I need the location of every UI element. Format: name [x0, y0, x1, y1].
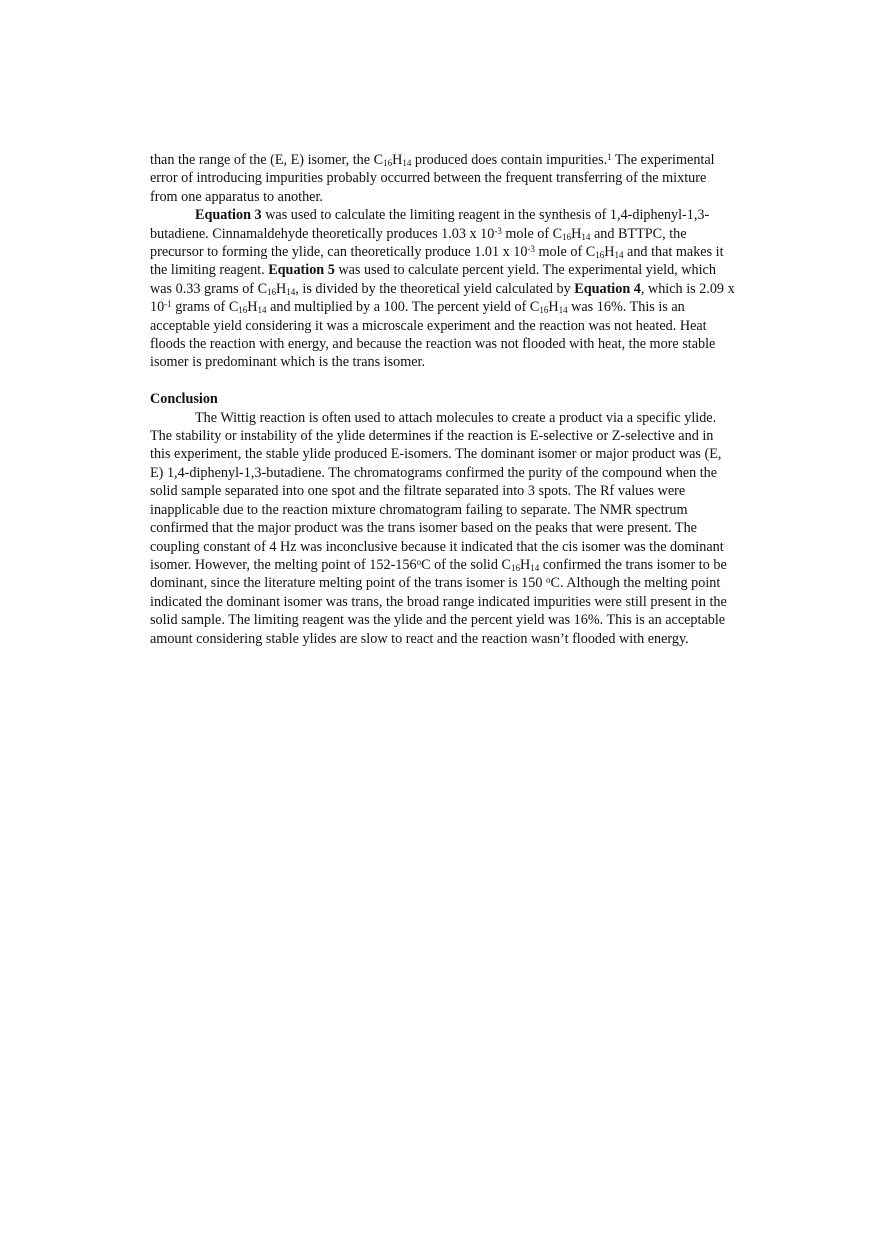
text-run: and multiplied by a 100. The percent yield of C	[266, 299, 540, 316]
text-run: and that makes it the limiting reagent.	[150, 244, 724, 279]
text-run: H	[571, 225, 582, 242]
text-run: H	[392, 152, 403, 168]
text-run: mole of C	[534, 244, 596, 261]
conclusion-heading: Conclusion	[150, 391, 218, 408]
text-run: H	[276, 280, 287, 297]
text-run: and BTTPC, the precursor to forming the ylide, can theoretically produce 1.01 x 10	[150, 225, 687, 261]
subscript: 14	[581, 231, 591, 242]
text-run: than the range of the (E, E) isomer, the C	[150, 152, 384, 168]
subscript: 14	[257, 305, 267, 316]
reference-superscript: 1	[607, 152, 612, 162]
subscript: 16	[595, 250, 605, 261]
subscript: 14	[558, 305, 568, 316]
exponent: -3	[527, 244, 535, 255]
equation-reference: Equation 3	[195, 207, 262, 224]
text-run: , which is 2.09 x 10	[150, 280, 735, 316]
text-run: H	[548, 299, 559, 316]
text-run: C. Although the melting point indicated the dominant isomer was trans, the broad range indicated impurities were still present in the solid sample. The limiting reagent was the ylide and the percent yield was 16%. This is an acceptable amount considering stable ylides are slow to react and the reaction wasn’t flooded with energy.	[150, 575, 727, 647]
degree-symbol: o	[545, 575, 551, 586]
subscript: 16	[267, 286, 277, 297]
text-run: C of the solid C	[421, 556, 511, 573]
conclusion-paragraph	[150, 409, 735, 648]
discussion-paragraph-2	[150, 206, 735, 372]
subscript: 16	[383, 158, 393, 168]
text-run: was used to calculate the limiting reagent in the synthesis of 1,4-diphenyl-1,3-butadiene. Cinnamaldehyde theoretically produces 1.03 x 10	[150, 207, 710, 242]
text-run: H	[604, 244, 615, 261]
equation-reference: Equation 5	[268, 262, 335, 279]
text-run: was used to calculate percent yield. The experimental yield, which was 0.33 grams of C	[150, 262, 716, 297]
text-run: H	[519, 556, 531, 573]
text-run: grams of C	[171, 299, 239, 316]
subscript: 16	[562, 231, 572, 242]
text-run: , is divided by the theoretical yield calculated by	[295, 280, 575, 297]
text-run: The experimental error of introducing impurities probably occurred between the frequent transferring of the mixture from one apparatus to another.	[150, 152, 715, 205]
text-run: was 16%. This is an acceptable yield considering it was a microscale experiment and the reaction was not heated. Heat floods the reaction with energy, and because the reaction was not flooded with heat, the more stable isomer is predominant which is the trans isomer.	[150, 299, 716, 371]
degree-symbol: o	[416, 556, 422, 567]
subscript: 14	[614, 250, 624, 261]
subscript: 16	[238, 305, 248, 316]
discussion-paragraph-1	[150, 151, 735, 206]
equation-reference: Equation 4	[574, 280, 641, 297]
subscript: 14	[530, 562, 540, 573]
text-run: H	[247, 299, 258, 316]
text-run: produced does contain impurities.	[411, 152, 608, 168]
document-page	[150, 151, 735, 648]
text-run: The Wittig reaction is often used to attach molecules to create a product via a specific ylide. The stability or instability of the ylide determines if the reaction is E-selective or Z-selective and in this experiment, the stable ylide produced E-isomers. The dominant isomer or major product was (E, E) 1,4-diphenyl-1,3-butadiene. The chromatograms confirmed the purity of the compound when the solid sample separated into one spot and the filtrate separated into 3 spots. The Rf values were inapplicable due to the reaction mixture chromatogram failing to separate. The NMR spectrum confirmed that the major product was the trans isomer based on the peaks that were present. The coupling constant of 4 Hz was inconclusive because it indicated that the cis isomer was the dominant isomer. However, the melting point of 152-156	[150, 409, 724, 573]
subscript: 14	[402, 158, 412, 168]
subscript: 16	[510, 562, 520, 573]
exponent: -3	[494, 225, 502, 236]
text-run: confirmed the trans isomer to be dominant, since the literature melting point of the trans isomer is 150	[150, 556, 727, 592]
text-run: mole of C	[501, 225, 563, 242]
subscript: 14	[286, 286, 296, 297]
exponent: -1	[164, 299, 172, 310]
subscript: 16	[539, 305, 549, 316]
